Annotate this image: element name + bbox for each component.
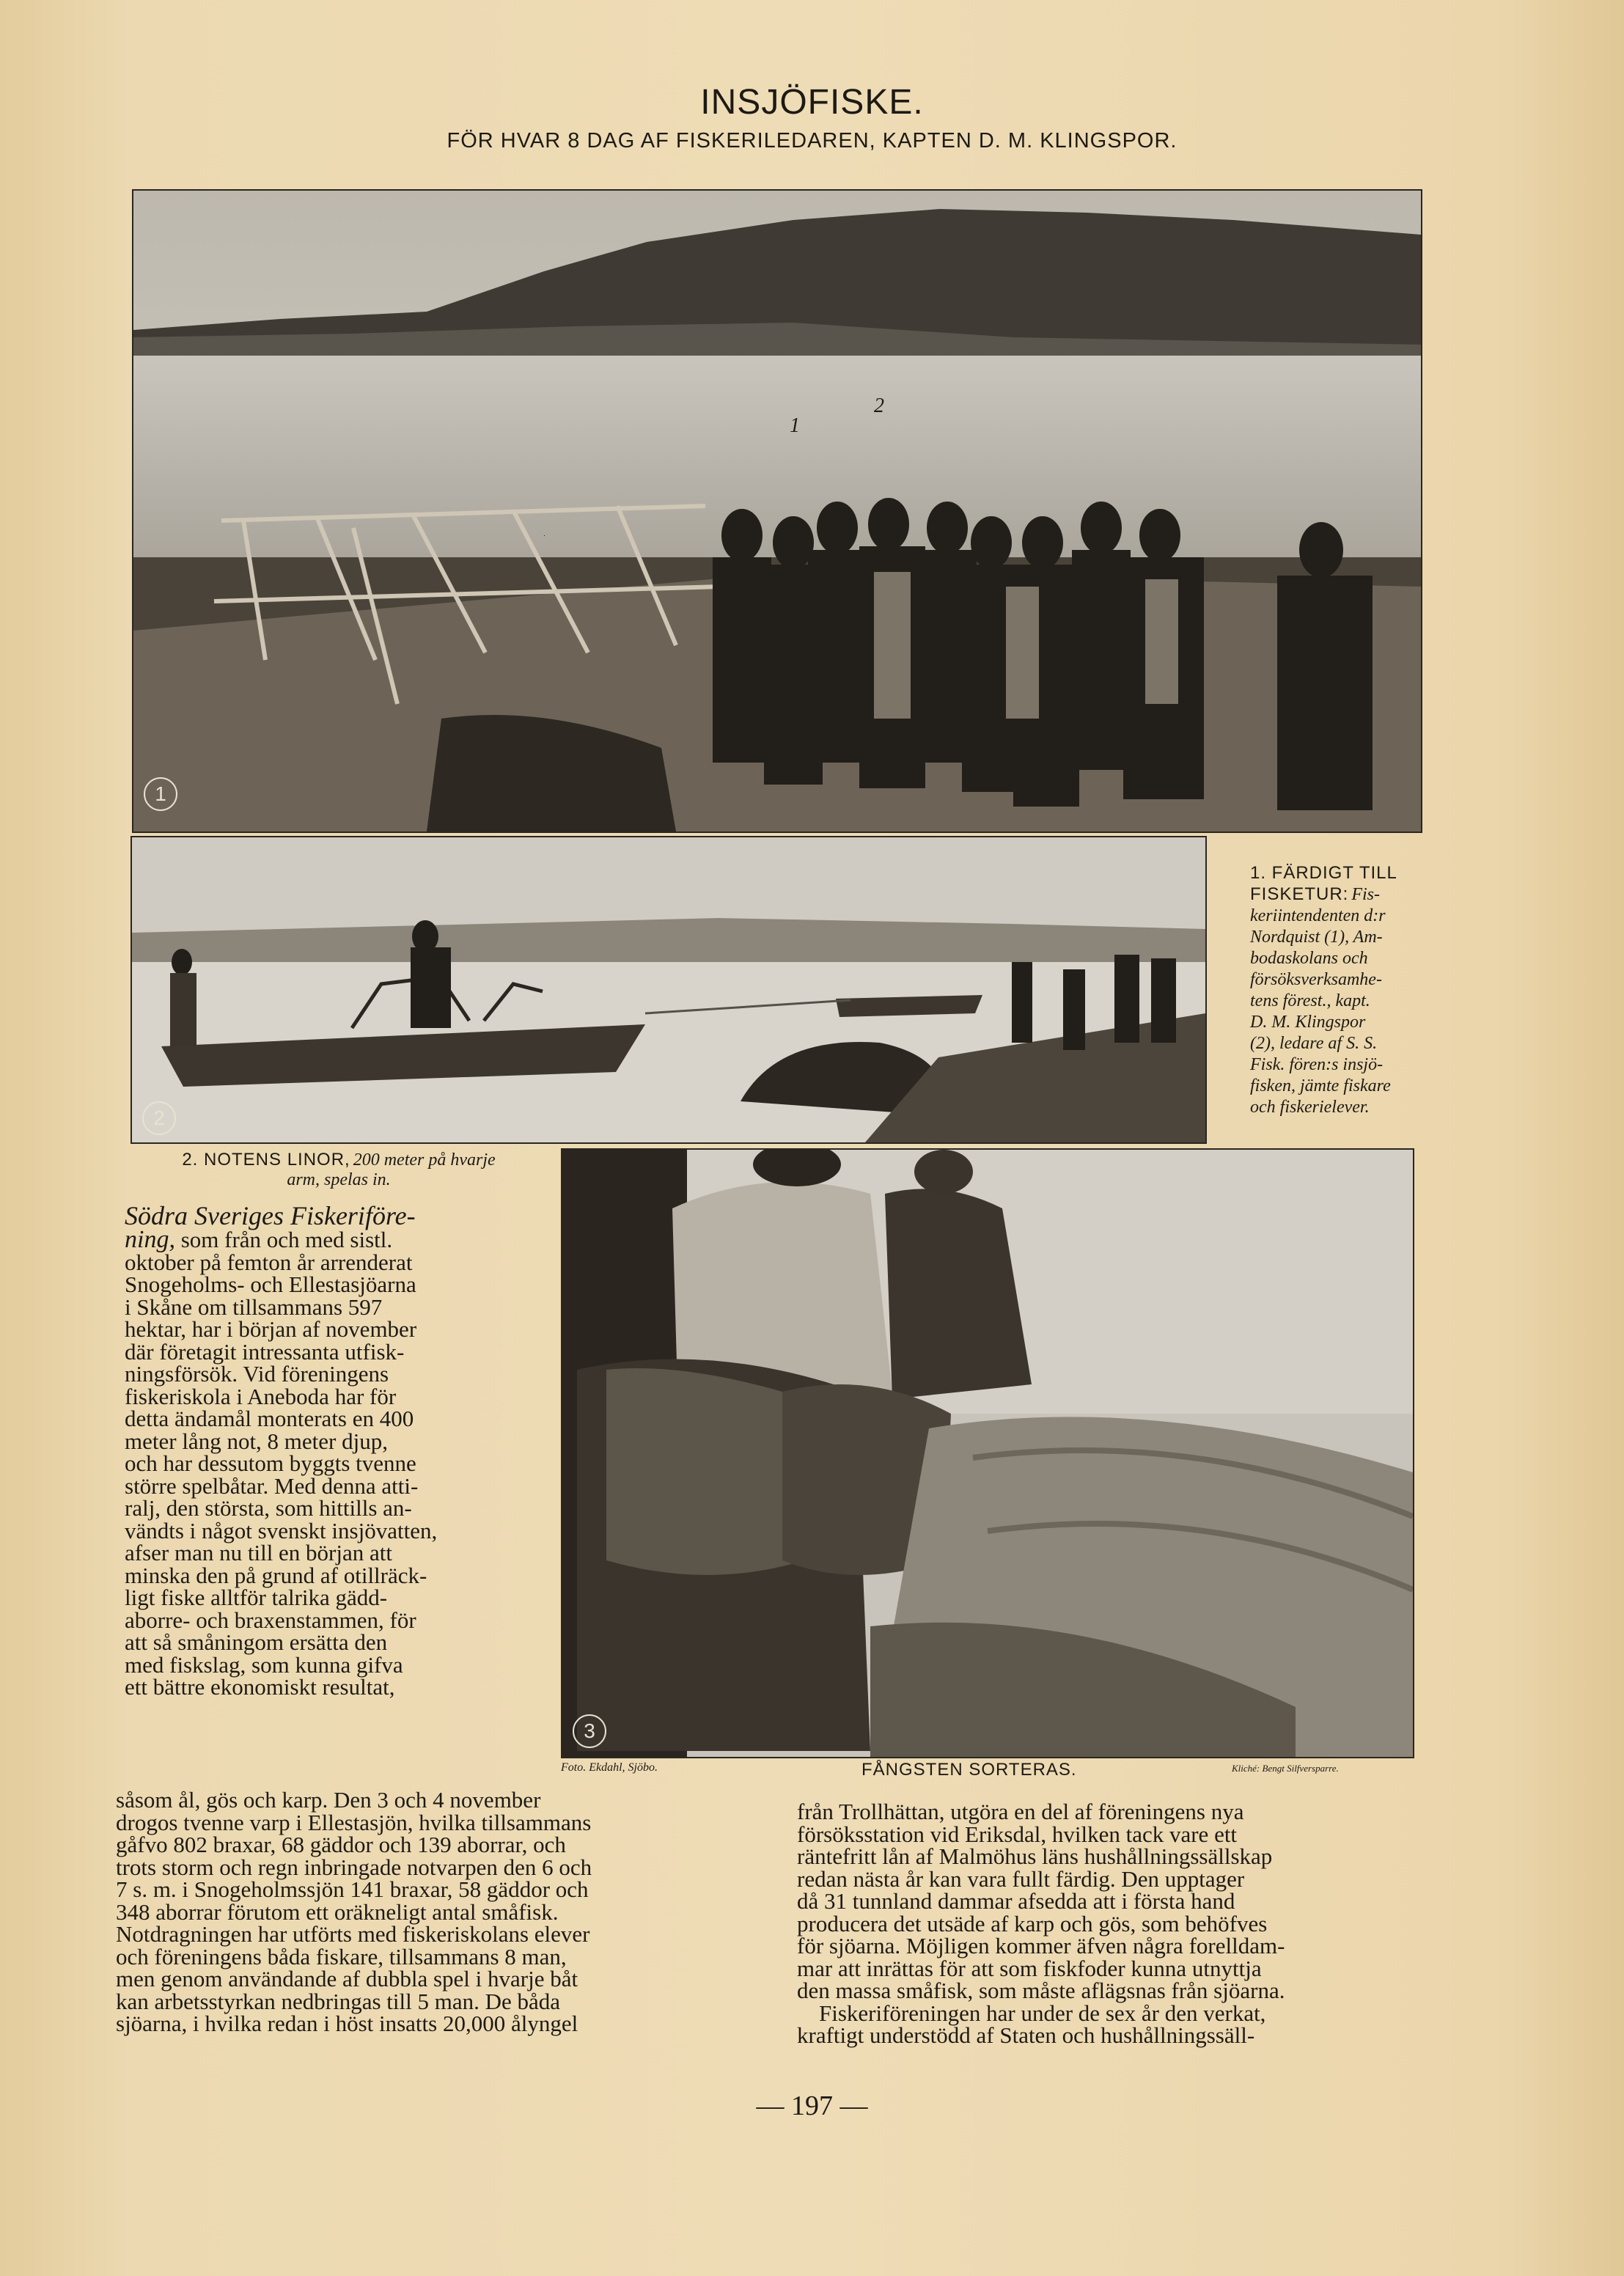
text-line: detta ändamål monterats en 400 (125, 1406, 414, 1431)
caption-1-line: D. M. Klingspor (1250, 1013, 1366, 1032)
text-line: såsom ål, gös och karp. Den 3 och 4 november (116, 1787, 541, 1813)
caption-1-line: Nordquist (1), Am- (1250, 928, 1383, 947)
text-line: räntefritt lån af Malmöhus läns hushållningssällskap (797, 1843, 1273, 1869)
caption-2-line: arm, spelas in. (287, 1170, 391, 1189)
text-line: då 31 tunnland dammar afsedda att i första hand (797, 1888, 1235, 1914)
text-line: i Skåne om tillsammans 597 (125, 1293, 383, 1320)
caption-1-heading: 1. FÄRDIGT TILL FISKETUR: (1250, 863, 1397, 904)
photo-catch-sorting (561, 1148, 1414, 1758)
photo-credit: Foto. Ekdahl, Sjöbo. (561, 1761, 658, 1774)
text-line: drogos tvenne varp i Ellestasjön, hvilka tillsammans (116, 1809, 592, 1835)
article-lead-2: ning, (125, 1226, 175, 1253)
text-line: Notdragningen har utförts med fiskeriskolans elever (116, 1921, 590, 1947)
text-line: ligt fiske alltför talrika gädd- (125, 1585, 388, 1610)
text-line: oktober på femton år arrenderat (125, 1249, 413, 1275)
photo-fishermen-group (132, 189, 1422, 833)
caption-3-heading: FÅNGSTEN SORTERAS. (861, 1760, 1077, 1780)
article-column-1-wide (116, 1789, 745, 2035)
text-line: den massa småfisk, som måste aflägsnas från sjöarna. (797, 1978, 1285, 2003)
caption-1-line: fisken, jämte fiskare (1250, 1076, 1391, 1095)
article-column-2 (797, 1801, 1419, 2047)
caption-1-line: Fis- (1351, 885, 1381, 904)
photo-number-1: 1 (144, 777, 177, 811)
person-marker-1: 1 (790, 414, 800, 437)
text-line: ett bättre ekonomiskt resultat, (125, 1674, 395, 1700)
text-line: meter lång not, 8 meter djup, (125, 1428, 388, 1454)
caption-1-line: Fisk. fören:s insjö- (1250, 1055, 1384, 1074)
caption-1-line: (2), ledare af S. S. (1250, 1034, 1378, 1053)
text-line: fiskeriskola i Aneboda har för (125, 1383, 397, 1409)
article-lead: Södra Sveriges Fiskeriföre- (125, 1201, 416, 1230)
caption-1-line: keriintendenten d:r (1250, 906, 1386, 925)
page-title: INSJÖFISKE. (700, 83, 924, 122)
text-line: afser man nu till en början att (125, 1540, 392, 1565)
caption-1-line: och fiskerielever. (1250, 1098, 1370, 1117)
text-line: trots storm och regn inbringade notvarpen den 6 och (116, 1854, 592, 1880)
text-line: kan arbetsstyrkan nedbringas till 5 man. De båda (116, 1988, 561, 2014)
text-line: hektar, har i början af november (125, 1316, 417, 1342)
text-line: redan nästa år kan vara fullt färdig. Den upptager (797, 1865, 1245, 1892)
text-line: att så småningom ersätta den (125, 1629, 388, 1655)
text-line: försöksstation vid Eriksdal, hvilken tack vare ett (797, 1821, 1238, 1847)
text-line: och har dessutom byggts tvenne (125, 1450, 416, 1476)
text-line: för sjöarna. Möjligen kommer äfven några forelldam- (797, 1933, 1285, 1959)
text-line: större spelbåtar. Med denna atti- (125, 1472, 419, 1499)
text-line: minska den på grund af otillräck- (125, 1562, 427, 1588)
caption-2-line: 200 meter på hvarje (353, 1150, 496, 1170)
text-line: aborre- och braxenstammen, för (125, 1607, 416, 1633)
caption-2-heading: 2. NOTENS LINOR, (182, 1150, 350, 1170)
photo-boats-nets (131, 836, 1207, 1144)
text-line: och föreningens båda fiskare, tillsammans 8 man, (116, 1943, 567, 1970)
page-subtitle: FÖR HVAR 8 DAG AF FISKERILEDAREN, KAPTEN D. M. KLINGSPOR. (447, 129, 1177, 153)
article-column-1-narrow (125, 1203, 516, 1699)
text-line: 7 s. m. i Snogeholmssjön 141 braxar, 58 gäddor och (116, 1876, 589, 1902)
text-line: sjöarna, i hvilka redan i höst insatts 20,000 ålyngel (116, 2011, 578, 2036)
text-line: från Trollhättan, utgöra en del af föreningens nya (797, 1799, 1244, 1824)
text-line: som från och med sistl. (180, 1227, 393, 1252)
text-line: gåfvo 802 braxar, 68 gäddor och 139 aborrar, och (116, 1832, 566, 1857)
text-line: med fiskslag, som kunna gifva (125, 1651, 403, 1678)
text-line: producera det utsäde af karp och gös, som behöfves (797, 1910, 1268, 1937)
text-line: ningsförsök. Vid föreningens (125, 1361, 389, 1387)
text-line: Snogeholms- och Ellestasjöarna (125, 1271, 416, 1297)
caption-photo-1 (1250, 864, 1433, 1119)
text-line: ralj, den största, som hittills an- (125, 1495, 412, 1521)
cliche-credit: Kliché: Bengt Silfversparre. (1232, 1763, 1339, 1774)
photo-number-3: 3 (573, 1714, 606, 1748)
text-line: där företagit intressanta utfisk- (125, 1338, 405, 1365)
caption-1-line: bodaskolans och (1250, 949, 1368, 968)
caption-1-line: försöksverksamhe- (1250, 970, 1382, 989)
text-line: Fiskeriföreningen har under de sex år den verkat, (819, 2000, 1266, 2026)
text-line: men genom användande af dubbla spel i hvarje båt (116, 1966, 578, 1991)
page-number: — 197 — (756, 2090, 868, 2121)
text-line: mar att inrättas för att som fiskfoder kunna utnyttja (797, 1955, 1262, 1981)
caption-1-line: tens förest., kapt. (1250, 991, 1370, 1010)
photo-number-2: 2 (142, 1101, 176, 1135)
text-line: 348 aborrar förutom ett oräkneligt antal småfisk. (116, 1898, 559, 1925)
caption-photo-2 (126, 1151, 551, 1191)
text-line: kraftigt understödd af Staten och hushållningssäll- (797, 2022, 1255, 2048)
text-line: vändts i något svenskt insjövatten, (125, 1517, 438, 1543)
person-marker-2: 2 (874, 394, 884, 417)
